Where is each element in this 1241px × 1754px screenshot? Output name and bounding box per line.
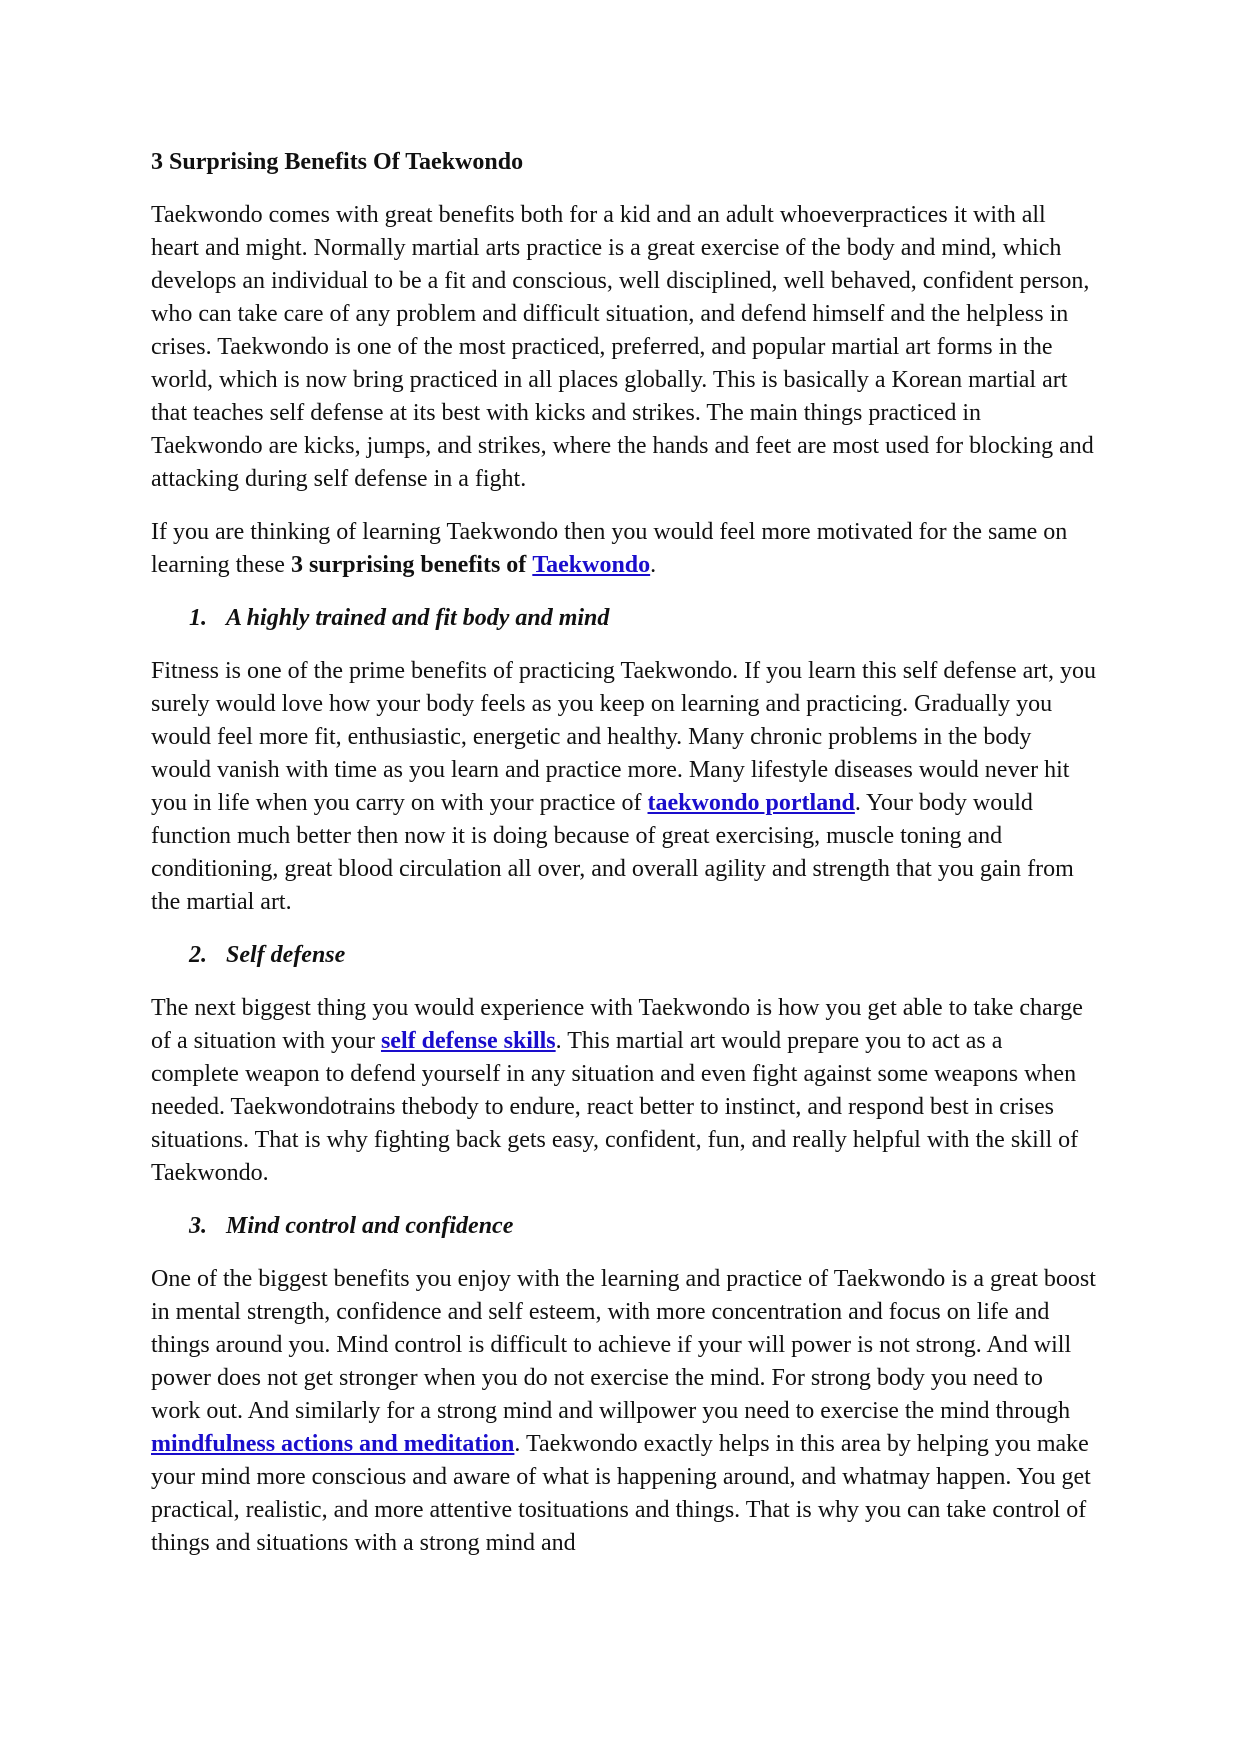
mindfulness-meditation-link[interactable]: mindfulness actions and meditation <box>151 1431 515 1457</box>
document-title: 3 Surprising Benefits Of Taekwondo <box>151 149 524 175</box>
section-text-after: . Taekwondo exactly helps in this area by helping you make your mind more conscious and aware of what is happening around, and whatmay happen. You get practical, realistic, and more attentive tosituations and things. That is why you can take control of things and situations with a strong mind and <box>151 1431 1091 1556</box>
section-heading-2 <box>151 939 1096 972</box>
motivation-paragraph <box>151 516 1096 582</box>
motivation-text: If you are thinking of learning Taekwondo then you would feel more motivated for the same on learning these <box>151 519 1068 578</box>
period: . <box>650 552 657 578</box>
section-text: The next biggest thing you would experience with Taekwondo is how you get able to take charge of a situation with your <box>151 995 1083 1054</box>
benefits-emphasis: 3 surprising benefits of <box>290 552 527 578</box>
section-title: A highly trained and fit body and mind <box>226 605 610 631</box>
section-heading-3 <box>151 1210 1096 1243</box>
document-page <box>151 146 1096 1580</box>
taekwondo-link[interactable]: Taekwondo <box>532 552 651 578</box>
section-body-3 <box>151 1263 1096 1560</box>
self-defense-skills-link[interactable]: self defense skills <box>380 1028 556 1054</box>
section-title: Mind control and confidence <box>226 1213 514 1239</box>
section-body-2 <box>151 992 1096 1190</box>
section-number: 1. <box>189 605 207 631</box>
section-text-after: . This martial art would prepare you to act as a complete weapon to defend yourself in any situation and even fight against some weapons when needed. Taekwondotrains thebody to endure, react better to instinct, and respond best in crises situations. That is why fighting back gets easy, confident, fun, and really helpful with the skill of Taekwondo. <box>151 1028 1079 1186</box>
section-text: Fitness is one of the prime benefits of practicing Taekwondo. If you learn this self defense art, you surely would love how your body feels as you keep on learning and practicing. Gradually you would feel more fit, enthusiastic, energetic and healthy. Many chronic problems in the body would vanish with time as you learn and practice more. Many lifestyle diseases would never hit you in life when you carry on with your practice of <box>151 658 1096 816</box>
section-text: One of the biggest benefits you enjoy with the learning and practice of Taekwondo is a great boost in mental strength, confidence and self esteem, with more concentration and focus on life and things around you. Mind control is difficult to achieve if your will power is not strong. And will power does not get stronger when you do not exercise the mind. For strong body you need to work out. And similarly for a strong mind and willpower you need to exercise the mind through <box>151 1266 1096 1424</box>
section-text-after: . Your body would function much better then now it is doing because of great exercising, muscle toning and conditioning, great blood circulation all over, and overall agility and strength that you gain from the martial art. <box>151 790 1074 915</box>
section-number: 2. <box>189 942 207 968</box>
section-title: Self defense <box>226 942 346 968</box>
taekwondo-portland-link[interactable]: taekwondo portland <box>647 790 855 816</box>
section-number: 3. <box>189 1213 207 1239</box>
intro-paragraph: Taekwondo comes with great benefits both for a kid and an adult whoeverpractices it with all heart and might. Normally martial arts practice is a great exercise of the body and mind, which develops an individual to be a fit and conscious, well disciplined, well behaved, confident person, who can take care of any problem and difficult situation, and defend himself and the helpless in crises. Taekwondo is one of the most practiced, preferred, and popular martial art forms in the world, which is now bring practiced in all places globally. This is basically a Korean martial art that teaches self defense at its best with kicks and strikes. The main things practiced in Taekwondo are kicks, jumps, and strikes, where the hands and feet are most used for blocking and attacking during self defense in a fight. <box>151 202 1094 492</box>
section-body-1 <box>151 655 1096 919</box>
section-heading-1 <box>151 602 1096 635</box>
